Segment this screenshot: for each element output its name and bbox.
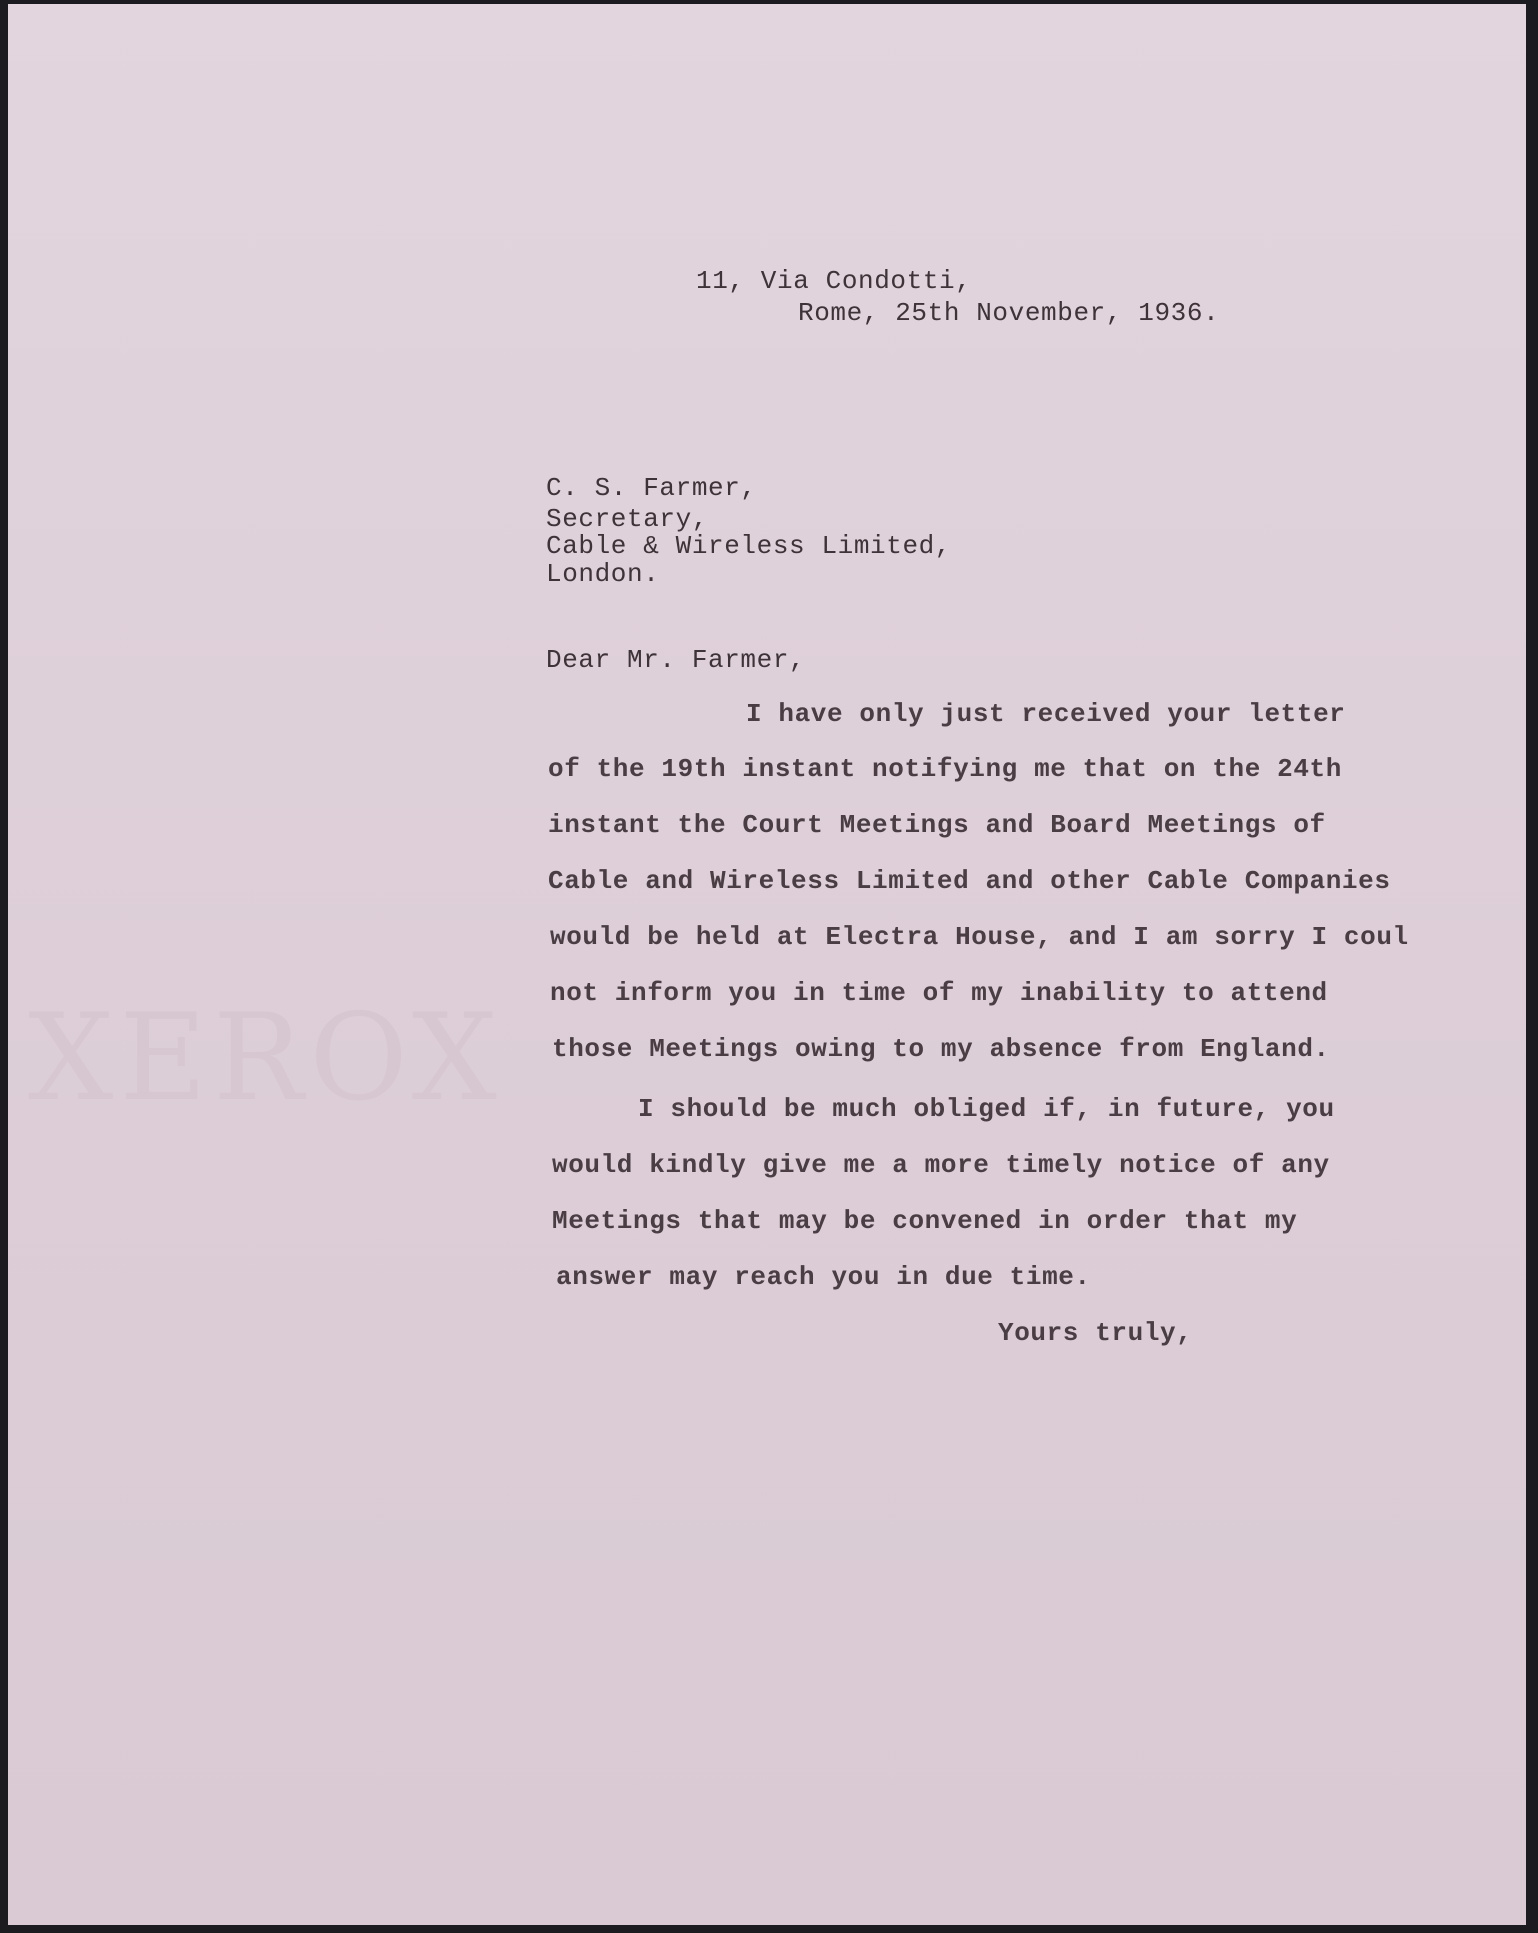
body-line: I should be much obliged if, in future, you bbox=[638, 1094, 1335, 1124]
body-line: not inform you in time of my inability to attend bbox=[550, 978, 1328, 1008]
body-line: would be held at Electra House, and I am sorry I coul bbox=[550, 922, 1409, 952]
body-line: I have only just received your letter bbox=[746, 699, 1346, 729]
recipient-city: London. bbox=[546, 559, 660, 589]
recipient-name: C. S. Farmer, bbox=[546, 473, 757, 503]
body-line: would kindly give me a more timely notice of any bbox=[552, 1150, 1330, 1180]
recipient-company: Cable & Wireless Limited, bbox=[546, 531, 952, 561]
letter-page bbox=[8, 4, 1526, 1925]
body-line: Meetings that may be convened in order that my bbox=[552, 1206, 1298, 1236]
closing: Yours truly, bbox=[998, 1318, 1193, 1348]
recipient-title: Secretary, bbox=[546, 504, 709, 534]
body-line: Cable and Wireless Limited and other Cable Companies bbox=[548, 866, 1391, 896]
watermark: XEROX bbox=[28, 989, 504, 1128]
body-line: answer may reach you in due time. bbox=[556, 1262, 1091, 1292]
salutation: Dear Mr. Farmer, bbox=[546, 645, 806, 675]
address-line-1: 11, Via Condotti, bbox=[696, 266, 972, 296]
body-line: of the 19th instant notifying me that on the 24th bbox=[548, 754, 1342, 784]
body-line: instant the Court Meetings and Board Meetings of bbox=[548, 810, 1326, 840]
body-line: those Meetings owing to my absence from England. bbox=[552, 1034, 1330, 1064]
date-line: Rome, 25th November, 1936. bbox=[798, 298, 1220, 328]
